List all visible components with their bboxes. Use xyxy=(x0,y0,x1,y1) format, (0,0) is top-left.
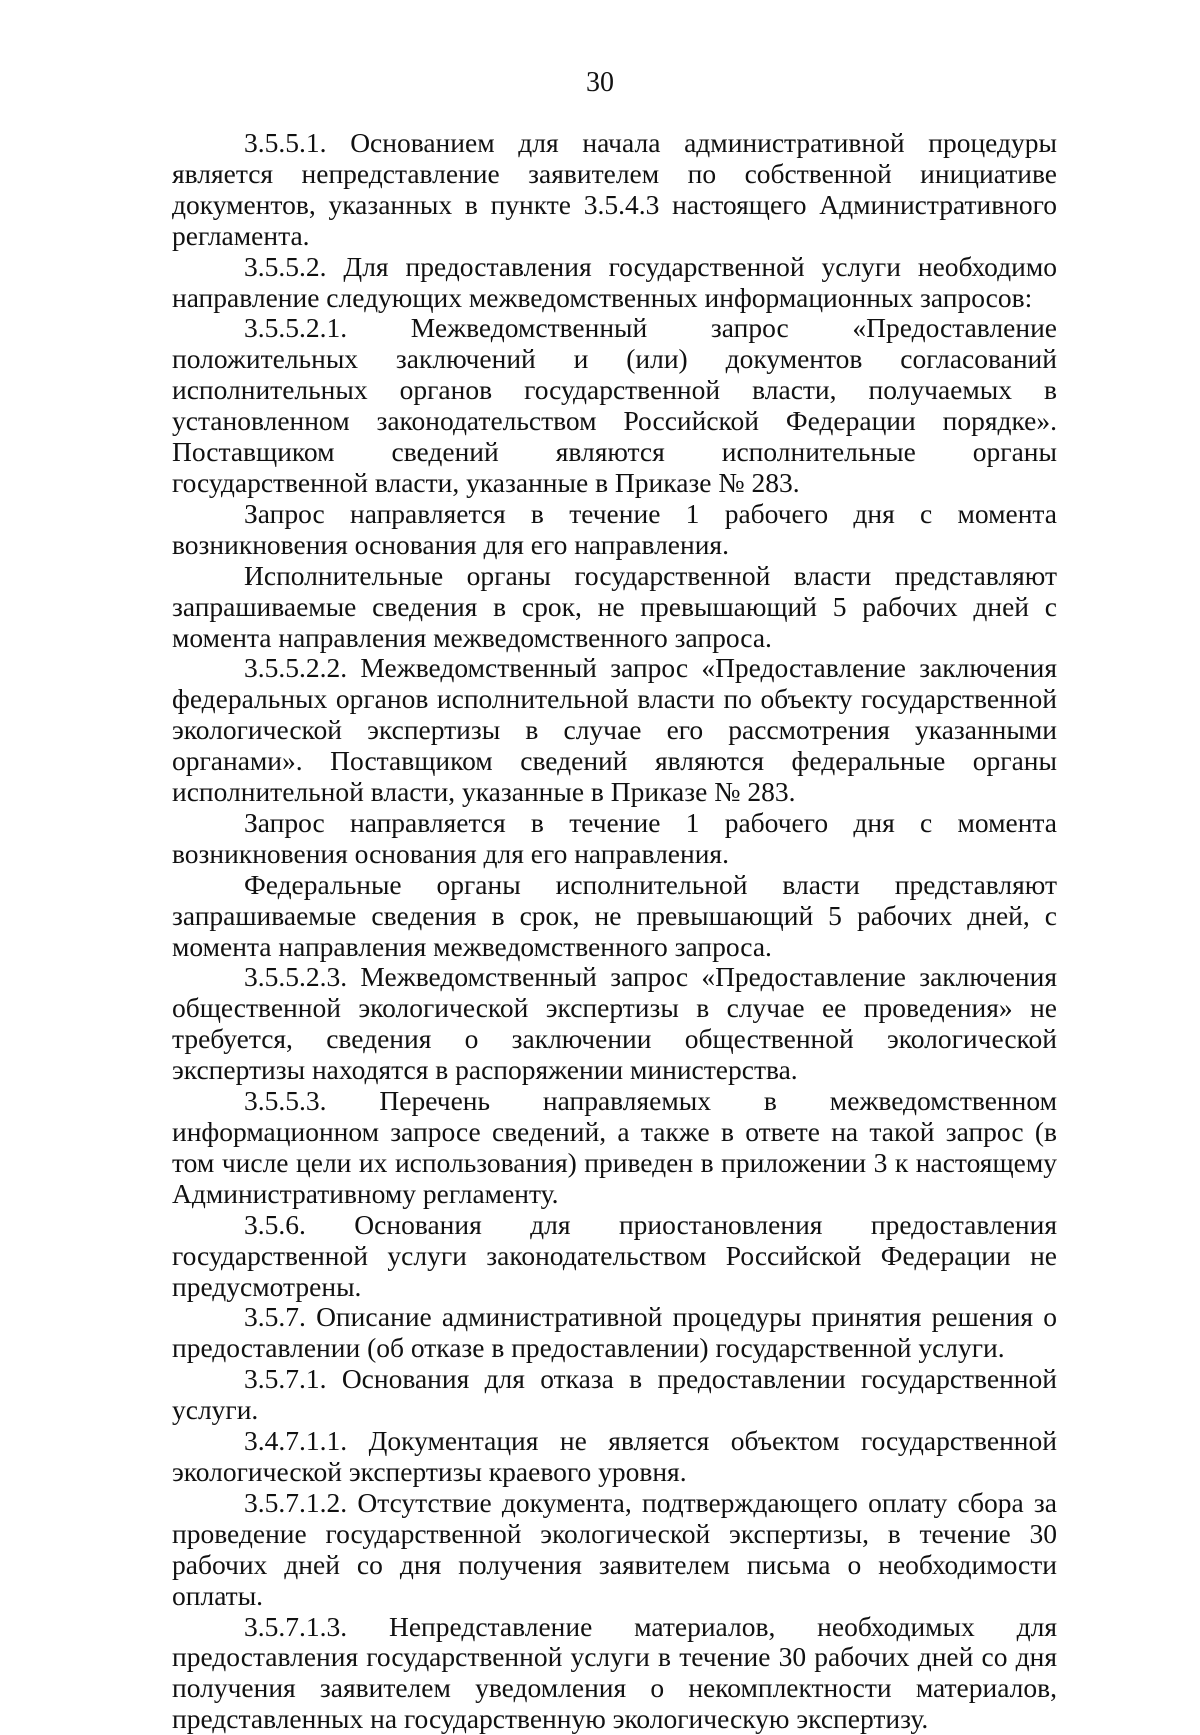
paragraph: 3.5.5.2.3. Межведомственный запрос «Предоставление заключения общественной экологической экспертизы в случае ее проведения» не требуется, сведения о заключении общественной экологической экспертизы находятся в распоряжении министерства. xyxy=(172,962,1057,1086)
paragraph: Исполнительные органы государственной власти представляют запрашиваемые сведения в срок, не превышающий 5 рабочих дней с момента направления межведомственного запроса. xyxy=(172,561,1057,654)
paragraph: 3.5.6. Основания для приостановления предоставления государственной услуги законодательством Российской Федерации не предусмотрены. xyxy=(172,1210,1057,1303)
paragraph: 3.5.5.3. Перечень направляемых в межведомственном информационном запросе сведений, а также в ответе на такой запрос (в том числе цели их использования) приведен в приложении 3 к настоящему Административному регламенту. xyxy=(172,1086,1057,1210)
paragraph: 3.5.7.1. Основания для отказа в предоставлении государственной услуги. xyxy=(172,1364,1057,1426)
paragraph: Запрос направляется в течение 1 рабочего дня с момента возникновения основания для его направления. xyxy=(172,499,1057,561)
paragraph: 3.5.7.1.3. Непредставление материалов, необходимых для предоставления государственной услуги в течение 30 рабочих дней со дня получения заявителем уведомления о некомплектности материалов, представленных на государственную экологическую экспертизу. xyxy=(172,1612,1057,1735)
page-number: 30 xyxy=(0,66,1200,100)
paragraph: Запрос направляется в течение 1 рабочего дня с момента возникновения основания для его направления. xyxy=(172,808,1057,870)
document-body xyxy=(172,128,1057,1735)
paragraph: 3.5.7.1.2. Отсутствие документа, подтверждающего оплату сбора за проведение государственной экологической экспертизы, в течение 30 рабочих дней со дня получения заявителем письма о необходимости оплаты. xyxy=(172,1488,1057,1612)
paragraph: 3.5.7. Описание административной процедуры принятия решения о предоставлении (об отказе в предоставлении) государственной услуги. xyxy=(172,1302,1057,1364)
paragraph: 3.4.7.1.1. Документация не является объектом государственной экологической экспертизы краевого уровня. xyxy=(172,1426,1057,1488)
paragraph: Федеральные органы исполнительной власти представляют запрашиваемые сведения в срок, не превышающий 5 рабочих дней, с момента направления межведомственного запроса. xyxy=(172,870,1057,963)
paragraph: 3.5.5.2.2. Межведомственный запрос «Предоставление заключения федеральных органов исполнительной власти по объекту государственной экологической экспертизы в случае его рассмотрения указанными органами». Поставщиком сведений являются федеральные органы исполнительной власти, указанные в Приказе № 283. xyxy=(172,653,1057,808)
paragraph: 3.5.5.2. Для предоставления государственной услуги необходимо направление следующих межведомственных информационных запросов: xyxy=(172,252,1057,314)
paragraph: 3.5.5.2.1. Межведомственный запрос «Предоставление положительных заключений и (или) документов согласований исполнительных органов государственной власти, получаемых в установленном законодательством Российской Федерации порядке». Поставщиком сведений являются исполнительные органы государственной власти, указанные в Приказе № 283. xyxy=(172,313,1057,498)
paragraph: 3.5.5.1. Основанием для начала административной процедуры является непредставление заявителем по собственной инициативе документов, указанных в пункте 3.5.4.3 настоящего Административного регламента. xyxy=(172,128,1057,252)
